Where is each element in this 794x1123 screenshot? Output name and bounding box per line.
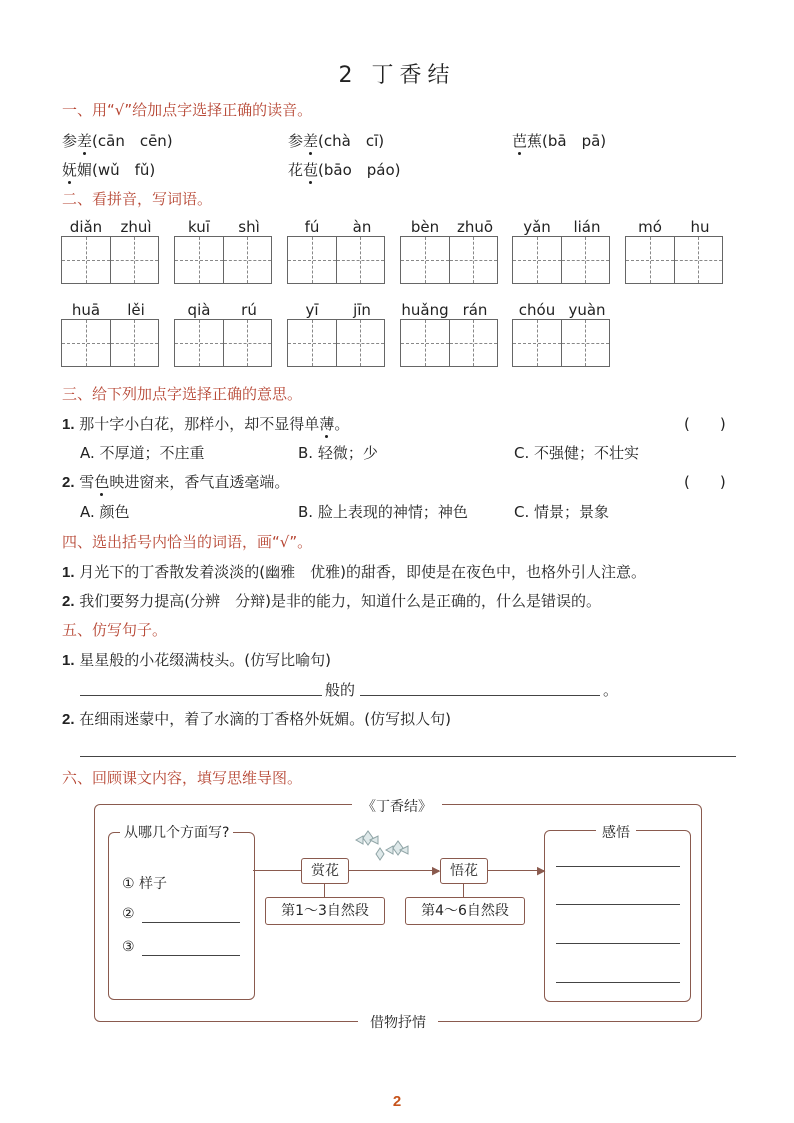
insights-box — [544, 830, 691, 1002]
section-1-heading: 一、用“√”给加点字选择正确的读音。 — [62, 101, 313, 119]
answer-line[interactable] — [80, 756, 736, 757]
section-6-heading: 六、回顾课文内容，填写思维导图。 — [62, 769, 303, 787]
pinyin-group: huā lěi — [61, 301, 161, 367]
paragraph-range-tag: 第1～3自然段 — [265, 897, 385, 925]
pinyin-group: mó hu — [625, 218, 725, 284]
pinyin-group: huǎng rán — [400, 301, 500, 367]
answer-paren[interactable]: ( ) — [684, 473, 726, 491]
pinyin-group: yǎn lián — [512, 218, 612, 284]
insight-answer-line[interactable] — [556, 904, 680, 905]
s3-q2-option-a: A. 颜色 — [80, 503, 130, 521]
page-title: 2 丁香结 — [338, 63, 456, 88]
writing-box[interactable] — [61, 236, 159, 284]
s4-question-2: 2. 我们要努力提高(分辨 分辩)是非的能力，知道什么是正确的，什么是错误的。 — [62, 592, 602, 610]
s3-question-2: 2. 雪色映进窗来，香气直透毫端。 — [62, 473, 290, 491]
s3-q2-option-c: C. 情景；景象 — [514, 503, 610, 521]
arrow-right-icon: ▶ — [432, 864, 441, 877]
aspect-item-2: ② — [122, 906, 135, 922]
writing-box[interactable] — [174, 319, 272, 367]
pinyin-group: diǎn zhuì — [61, 218, 161, 284]
answer-line[interactable] — [80, 695, 322, 696]
simile-connector: 般的 — [325, 681, 356, 699]
s1-item-1: 参差(cān cēn) — [62, 132, 173, 150]
writing-box[interactable] — [400, 236, 498, 284]
appreciate-flower-tag: 赏花 — [301, 858, 349, 884]
pinyin-group: bèn zhuō — [400, 218, 500, 284]
s5-question-2: 2. 在细雨迷蒙中，着了水滴的丁香格外妩媚。(仿写拟人句) — [62, 710, 452, 728]
writing-box[interactable] — [512, 236, 610, 284]
writing-box[interactable] — [287, 236, 385, 284]
pinyin-group: chóu yuàn — [512, 301, 612, 367]
connector-line — [488, 870, 544, 871]
s4-question-1: 1. 月光下的丁香散发着淡淡的(幽雅 优雅)的甜香，即使是在夜色中，也格外引人注意。 — [62, 563, 647, 581]
s3-q1-option-b: B. 轻微；少 — [298, 444, 378, 462]
s1-item-3: 芭蕉(bā pā) — [512, 132, 607, 150]
connector-line — [324, 883, 325, 897]
insights-box-title: 感悟 — [596, 822, 636, 842]
writing-box[interactable] — [174, 236, 272, 284]
s3-q1-option-a: A. 不厚道；不庄重 — [80, 444, 205, 462]
pinyin-group: qià rú — [174, 301, 274, 367]
arrow-right-icon: ▶ — [537, 864, 546, 877]
answer-line[interactable] — [360, 695, 600, 696]
insight-answer-line[interactable] — [556, 982, 680, 983]
s1-item-5: 花苞(bāo páo) — [288, 161, 401, 179]
understand-flower-tag: 悟花 — [440, 858, 488, 884]
connector-line — [349, 870, 439, 871]
aspect-answer-line[interactable] — [142, 922, 240, 923]
page-number: 2 — [392, 1093, 402, 1110]
mind-map-bottom-label: 借物抒情 — [358, 1012, 438, 1032]
writing-box[interactable] — [287, 319, 385, 367]
sentence-end: 。 — [603, 681, 619, 699]
section-4-heading: 四、选出括号内恰当的词语，画“√”。 — [62, 533, 313, 551]
section-2-heading: 二、看拼音，写词语。 — [62, 190, 213, 208]
writing-box[interactable] — [400, 319, 498, 367]
connector-line — [463, 883, 464, 897]
insight-answer-line[interactable] — [556, 866, 680, 867]
s3-q2-option-b: B. 脸上表现的神情；神色 — [298, 503, 468, 521]
pinyin-group: kuī shì — [174, 218, 274, 284]
writing-box[interactable] — [61, 319, 159, 367]
writing-box[interactable] — [625, 236, 723, 284]
mind-map-title: 《丁香结》 — [352, 796, 442, 816]
s1-item-4: 妩媚(wǔ fǔ) — [62, 161, 156, 179]
s1-item-2: 参差(chà cī) — [288, 132, 385, 150]
pinyin-group: fú àn — [287, 218, 387, 284]
s3-question-1: 1. 那十字小白花，那样小，却不显得单薄。 — [62, 415, 350, 433]
answer-paren[interactable]: ( ) — [684, 415, 726, 433]
aspect-item-1: ① 样子 — [122, 876, 168, 892]
section-5-heading: 五、仿写句子。 — [62, 621, 168, 639]
s5-question-1: 1. 星星般的小花缀满枝头。(仿写比喻句) — [62, 651, 332, 669]
section-3-heading: 三、给下列加点字选择正确的意思。 — [62, 385, 303, 403]
lilac-flower-icon — [348, 826, 418, 866]
paragraph-range-tag: 第4～6自然段 — [405, 897, 525, 925]
aspects-box-title: 从哪几个方面写? — [120, 822, 233, 842]
pinyin-group: yī jīn — [287, 301, 387, 367]
s3-q1-option-c: C. 不强健；不壮实 — [514, 444, 640, 462]
aspect-answer-line[interactable] — [142, 955, 240, 956]
writing-box[interactable] — [512, 319, 610, 367]
connector-line — [253, 870, 301, 871]
insight-answer-line[interactable] — [556, 943, 680, 944]
aspect-item-3: ③ — [122, 939, 135, 955]
